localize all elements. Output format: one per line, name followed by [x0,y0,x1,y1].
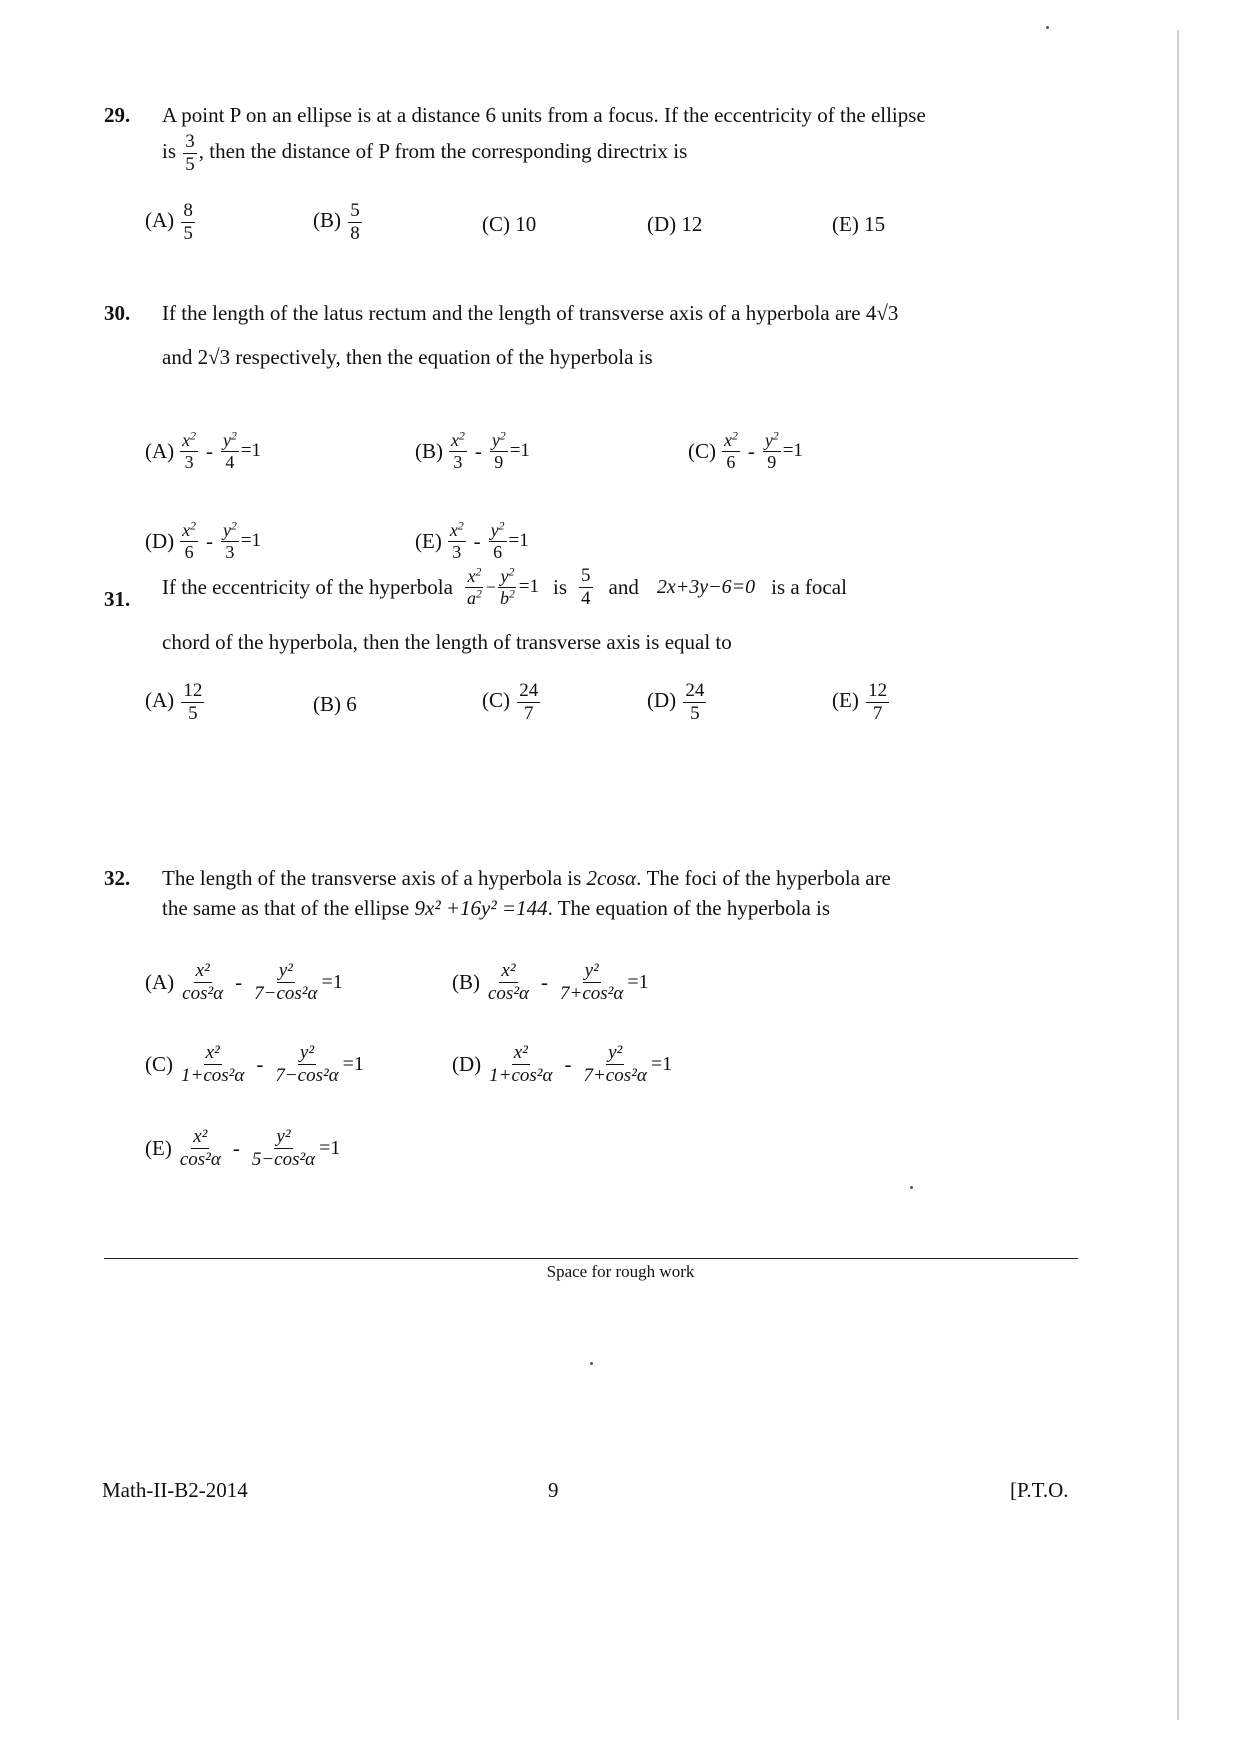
question-line-1: The length of the transverse axis of a hyperbola is 2cosα. The foci of the hyperbola are [162,866,891,890]
option-b[interactable]: (B) 6 [313,692,357,716]
option-a[interactable]: (A) $\frac{\text{x²}}{\text{cos²α}}$ - $\frac{\text{y²}}{\text{7−cos²α}}$ =1 [145,960,343,1004]
rough-work-label: Space for rough work [546,1262,695,1281]
scan-speck [1046,26,1049,29]
option-b[interactable]: (B) $\frac{5}{8}$ [313,200,360,244]
question-line-1: If the length of the latus rectum and the length of transverse axis of a hyperbola are 4√3 [162,301,899,325]
option-d[interactable]: (D) $\frac{x^2}{6}$ - $\frac{y^2}{3}$ =1 [145,519,262,562]
ellipse-equation: 9x² +16y² =144 [414,896,548,920]
option-a[interactable]: (A) $\frac{x^2}{3}$ - $\frac{y^2}{4}$ =1 [145,429,262,472]
question-line-2: and 2√3 respectively, then the equation of the hyperbola is [162,345,653,369]
page-number: 9 [548,1478,559,1502]
latus-rectum-value: 4√3 [865,301,899,325]
question-number: 31. [104,587,131,611]
option-a[interactable]: (A) $\frac{8}{5}$ [145,200,193,244]
question-line-1: A point P on an ellipse is at a distance 6 units from a focus. If the eccentricity of the ellipse [162,103,926,127]
scan-speck [590,1362,593,1365]
question-line-1: If the eccentricity of the hyperbola $\frac{x^2}{a^2}$ − $\frac{y^2}{b^2}$ =1 is $\frac{5}{4}$ and 2x+3y−6=0 is a focal [162,565,847,609]
question-text [162,864,1082,920]
axis-length: 2cosα [586,866,637,890]
option-c[interactable]: (C) 10 [482,212,537,236]
eccentricity-fraction: $\frac{3}{5}$ [185,131,195,175]
rough-work-divider [104,1258,1078,1259]
pto-label: [P.T.O. [1010,1478,1069,1502]
question-text [162,101,1082,175]
option-c[interactable]: (C) $\frac{x^2}{6}$ - $\frac{y^2}{9}$ =1 [688,429,803,472]
option-d[interactable]: (D) 12 [647,212,703,236]
question-number: 32. [104,866,131,890]
option-d[interactable]: (D) $\frac{\text{x²}}{\text{1+cos²α}}$ - $\frac{\text{y²}}{\text{7+cos²α}}$ =1 [452,1042,673,1086]
scan-edge-line [1177,30,1179,1720]
scan-speck [910,1186,913,1189]
transverse-axis-value: 2√3 [197,345,231,369]
option-e[interactable]: (E) $\frac{\text{x²}}{\text{cos²α}}$ - $\frac{\text{y²}}{\text{5−cos²α}}$ =1 [145,1126,341,1170]
text-rest: , then the distance of P from the corresponding directrix is [198,139,688,164]
paper-code: Math-II-B2-2014 [102,1478,248,1502]
question-line-2 [162,131,687,176]
option-e[interactable]: (E) $\frac{12}{7}$ [832,680,888,724]
option-e[interactable]: (E) 15 [832,212,886,236]
option-c[interactable]: (C) $\frac{24}{7}$ [482,680,539,724]
question-number: 29. [104,103,131,127]
question-number: 30. [104,301,131,325]
option-b[interactable]: (B) $\frac{\text{x²}}{\text{cos²α}}$ - $\frac{\text{y²}}{\text{7+cos²α}}$ =1 [452,960,649,1004]
question-line-2: the same as that of the ellipse 9x² +16y² =144. The equation of the hyperbola is [162,896,831,920]
option-c[interactable]: (C) $\frac{\text{x²}}{\text{1+cos²α}}$ - $\frac{\text{y²}}{\text{7−cos²α}}$ =1 [145,1042,364,1086]
option-b[interactable]: (B) $\frac{x^2}{3}$ - $\frac{y^2}{9}$ =1 [415,429,530,472]
question-text [162,299,1082,369]
option-a[interactable]: (A) $\frac{12}{5}$ [145,680,203,724]
question-line-2: chord of the hyperbola, then the length of transverse axis is equal to [162,630,732,654]
option-d[interactable]: (D) $\frac{24}{5}$ [647,680,705,724]
text-is: is [162,139,177,164]
option-e[interactable]: (E) $\frac{x^2}{3}$ - $\frac{y^2}{6}$ =1 [415,519,529,562]
